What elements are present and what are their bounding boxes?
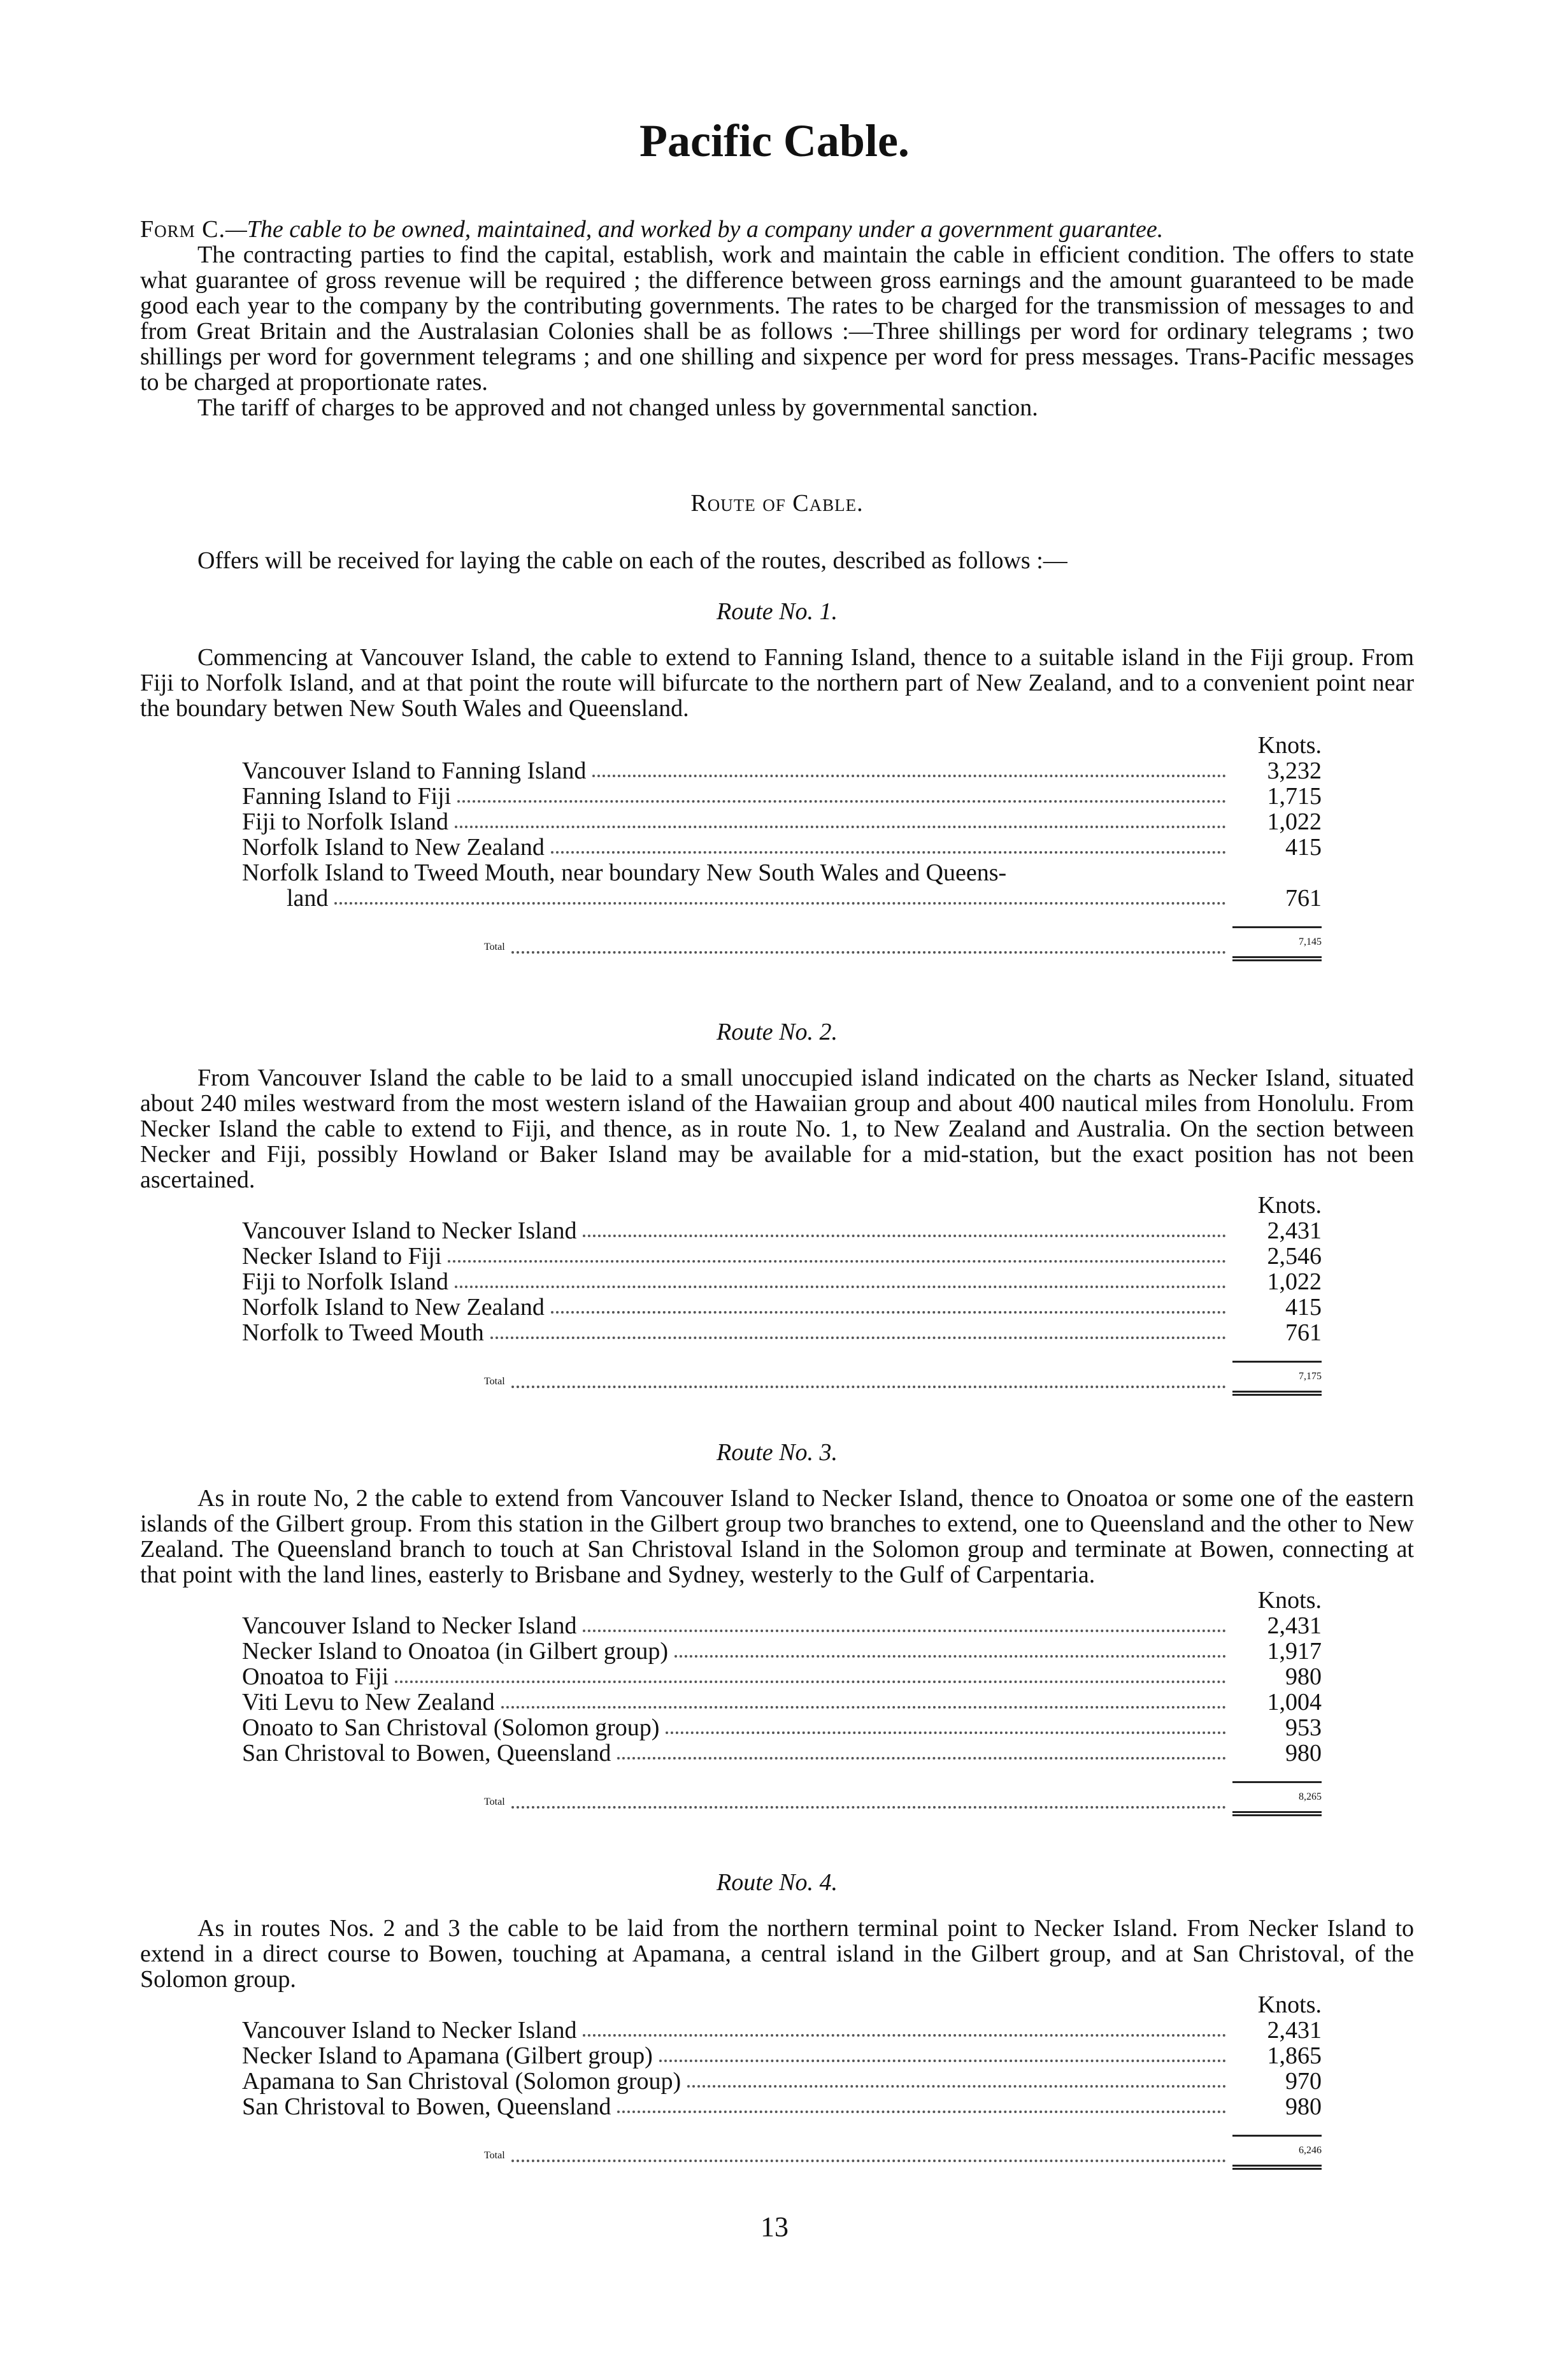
table-row: Apamana to San Christoval (Solomon group) 970 — [242, 2068, 1322, 2095]
table-row: Necker Island to Fiji 2,546 — [242, 1243, 1322, 1270]
table-row: Norfolk Island to Tweed Mouth, near boundary New South Wales and Queens- — [242, 859, 1007, 886]
knots-label: Knots. — [1257, 732, 1322, 759]
total-row — [484, 2135, 1322, 2170]
table-row: Fanning Island to Fiji 1,715 — [242, 783, 1322, 810]
route-title: Route No. 4. — [717, 1869, 838, 1896]
tariff-paragraph: The tariff of charges to be approved and not changed unless by governmental sanction. — [197, 394, 1038, 421]
total-label: Total — [484, 2150, 505, 2161]
route-description: Commencing at Vancouver Island, the cable to extend to Fanning Island, thence to a suitable island in the Fiji group. From Fiji to Norfolk Island, and at that point the route will bifurcate to the northern part of New Zealand, and to a convenient point near the boundary betwen New South Wales and Queensland. — [140, 644, 1414, 722]
table-row: Vancouver Island to Necker Island 2,431 — [242, 2017, 1322, 2044]
form-c-section — [140, 217, 1414, 420]
total-row — [484, 1781, 1322, 1816]
total-row — [484, 926, 1322, 961]
form-c-heading — [140, 217, 1414, 242]
route-2 — [140, 1019, 1414, 1396]
table-row: Viti Levu to New Zealand 1,004 — [242, 1689, 1322, 1716]
knots-label: Knots. — [1257, 1587, 1322, 1614]
routes-intro: Offers will be received for laying the cable on each of the routes, described as follows :— — [197, 547, 1067, 574]
table-row: Norfolk Island to New Zealand 415 — [242, 1294, 1322, 1321]
table-row: Fiji to Norfolk Island 1,022 — [242, 1268, 1322, 1295]
page-number: 13 — [760, 2211, 789, 2242]
routes-intro-block — [140, 548, 1414, 573]
route-of-cable-heading: Route of Cable. — [690, 490, 864, 517]
route-title: Route No. 2. — [717, 1019, 838, 1045]
route-description: As in route No, 2 the cable to extend from Vancouver Island to Necker Island, thence to Onoatoa or some one of the eastern islands of the Gilbert group. From this station in the Gilbert group two branches to extend, one to Queensland and the other to New Zealand. The Queensland branch to touch at San Christoval Island in the Solomon group and terminate at Bowen, connecting at that point with the land lines, easterly to Brisbane and Sydney, westerly to the Gulf of Carpentaria. — [140, 1485, 1414, 1588]
total-label: Total — [484, 942, 505, 952]
total-row — [484, 1361, 1322, 1396]
distance-table — [242, 1588, 1322, 1766]
distance-table — [242, 733, 1322, 911]
table-row: land 761 — [287, 885, 1322, 912]
table-row: San Christoval to Bowen, Queensland 980 — [242, 2093, 1322, 2120]
table-row: Norfolk Island to New Zealand 415 — [242, 834, 1322, 861]
form-label: Form C. — [140, 216, 225, 243]
table-row: Necker Island to Apamana (Gilbert group) 1,865 — [242, 2042, 1322, 2069]
route-3 — [140, 1440, 1414, 1816]
distance-table — [242, 1193, 1322, 1345]
terms-paragraph: The contracting parties to find the capital, establish, work and maintain the cable in efficient condition. The offers to state what guarantee of gross revenue will be required ; the difference between gross earnings and the amount guaranteed to be made good each year to the company by the contributing governments. The rates to be charged for the transmission of messages to and from Great Britain and the Australasian Colonies shall be as follows :—Three shillings per word for ordinary telegrams ; two shillings per word for government telegrams ; and one shilling and sixpence per word for press messages. Trans-Pacific messages to be charged at proportionate rates. — [140, 241, 1414, 396]
route-title: Route No. 1. — [717, 598, 838, 625]
route-description: From Vancouver Island the cable to be laid to a small unoccupied island indicated on the charts as Necker Island, situated about 240 miles westward from the most western island of the Hawaiian group and about 400 nautical miles from Honolulu. From Necker Island the cable to extend to Fiji, and thence, as in route No. 1, to New Zealand and Australia. On the section between Necker and Fiji, possibly Howland or Baker Island may be available for a mid-station, but the exact position has not been ascertained. — [140, 1065, 1414, 1193]
table-row: Onoato to San Christoval (Solomon group) 953 — [242, 1714, 1322, 1741]
total-value: 8,265 — [1232, 1781, 1322, 1816]
route-description: As in routes Nos. 2 and 3 the cable to be laid from the northern terminal point to Necker Island. From Necker Island to extend in a direct course to Bowen, touching at Apamana, a central island in the Gilbert group, and at San Christoval, of the Solomon group. — [140, 1915, 1414, 1993]
total-value: 7,175 — [1232, 1361, 1322, 1396]
route-4 — [140, 1870, 1414, 2170]
table-row: Vancouver Island to Necker Island 2,431 — [242, 1217, 1322, 1244]
total-label: Total — [484, 1376, 505, 1387]
route-1 — [140, 599, 1414, 961]
table-row: San Christoval to Bowen, Queensland 980 — [242, 1740, 1322, 1767]
total-value: 7,145 — [1232, 926, 1322, 961]
table-row: Norfolk to Tweed Mouth 761 — [242, 1319, 1322, 1346]
distance-table — [242, 1992, 1322, 2119]
total-value: 6,246 — [1232, 2135, 1322, 2170]
form-heading: —The cable to be owned, maintained, and worked by a company under a government guarantee. — [225, 216, 1164, 243]
route-title: Route No. 3. — [717, 1439, 838, 1466]
route-of-cable-heading-block — [140, 491, 1414, 516]
table-row: Vancouver Island to Necker Island 2,431 — [242, 1612, 1322, 1639]
total-label: Total — [484, 1796, 505, 1807]
knots-label: Knots. — [1257, 1192, 1322, 1219]
table-row: Vancouver Island to Fanning Island 3,232 — [242, 757, 1322, 784]
table-row: Onoatoa to Fiji 980 — [242, 1663, 1322, 1690]
table-row: Fiji to Norfolk Island 1,022 — [242, 808, 1322, 835]
page-title: Pacific Cable. — [639, 115, 910, 166]
table-row: Necker Island to Onoatoa (in Gilbert group) 1,917 — [242, 1638, 1322, 1665]
knots-label: Knots. — [1257, 1991, 1322, 2018]
